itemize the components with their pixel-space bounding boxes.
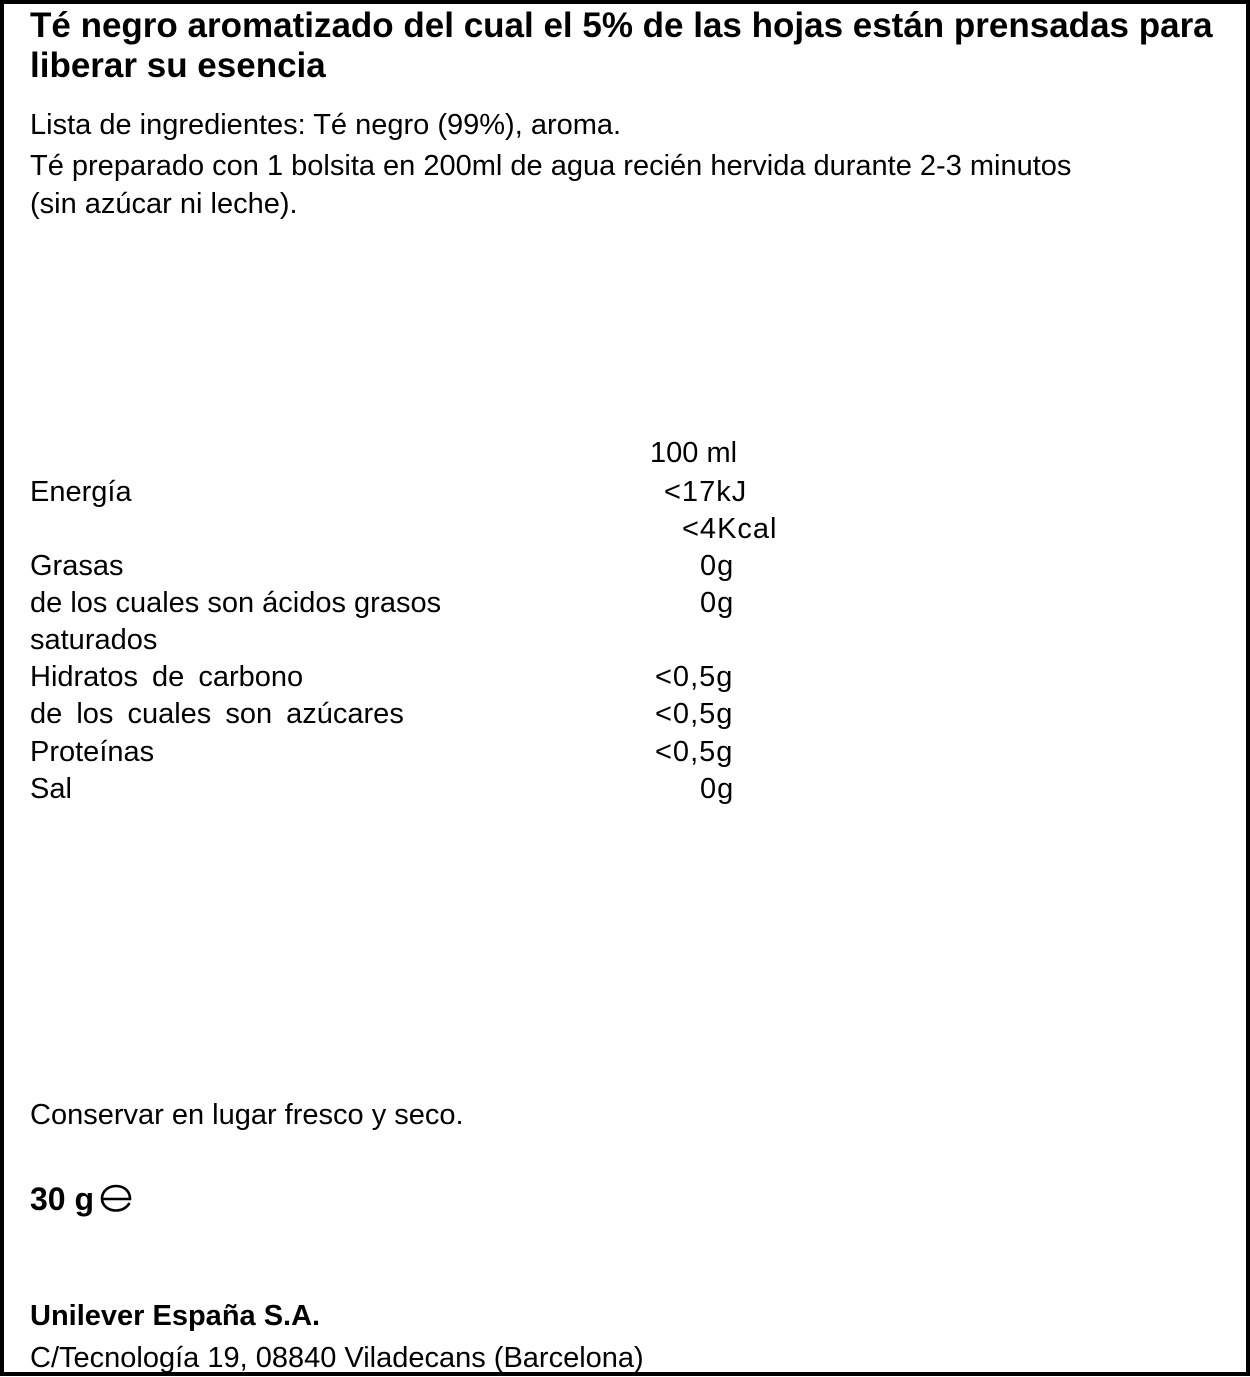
nutrition-row-saturated-fat <box>30 585 810 622</box>
nutrition-row-saturated-fat-cont <box>30 622 810 659</box>
ingredients-list: Lista de ingredientes: Té negro (99%), aroma. <box>30 109 622 141</box>
nutrition-row-salt <box>30 771 810 808</box>
nutrition-label: de los cuales son ácidos grasos <box>30 587 442 619</box>
nutrition-label: Proteínas <box>30 736 155 768</box>
company-name: Unilever España S.A. <box>30 1300 321 1332</box>
nutrition-label: saturados <box>30 624 158 656</box>
storage-instructions: Conservar en lugar fresco y seco. <box>30 1099 464 1131</box>
nutrition-label: Grasas <box>30 550 124 582</box>
nutrition-row-fat <box>30 548 810 585</box>
nutrition-row-sugars <box>30 696 810 733</box>
product-title: Té negro aromatizado del cual el 5% de las hojas están prensadas para liberar su esencia <box>30 6 1213 85</box>
nutrition-value: 0g <box>700 587 735 619</box>
nutrition-label: Hidratos de carbono <box>30 661 304 693</box>
nutrition-label: Energía <box>30 476 132 508</box>
nutrition-value: <4Kcal <box>682 513 778 545</box>
net-weight-value: 30 g <box>30 1181 95 1217</box>
nutrition-value: <0,5g <box>655 736 734 768</box>
nutrition-value: <17kJ <box>664 476 748 508</box>
preparation-text: Té preparado con 1 bolsita en 200ml de agua recién hervida durante 2-3 minutos <box>30 150 1072 182</box>
nutrition-label: Sal <box>30 773 72 805</box>
company-address: C/Tecnología 19, 08840 Viladecans (Barcelona) <box>30 1342 644 1374</box>
estimated-sign-icon <box>98 1182 134 1222</box>
net-weight <box>30 1180 134 1222</box>
nutrition-row-energy <box>30 474 810 511</box>
nutrition-row-carbohydrates <box>30 659 810 696</box>
nutrition-value: <0,5g <box>655 661 734 693</box>
nutrition-row-protein <box>30 734 810 771</box>
nutrition-value: 0g <box>700 773 735 805</box>
nutrition-value: <0,5g <box>655 698 734 730</box>
nutrition-column-header: 100 ml <box>650 437 738 469</box>
nutrition-label: de los cuales son azúcares <box>30 698 404 730</box>
nutrition-value: 0g <box>700 550 735 582</box>
nutrition-row-energy-kcal <box>30 511 810 548</box>
preparation-text-continued: (sin azúcar ni leche). <box>30 188 298 220</box>
